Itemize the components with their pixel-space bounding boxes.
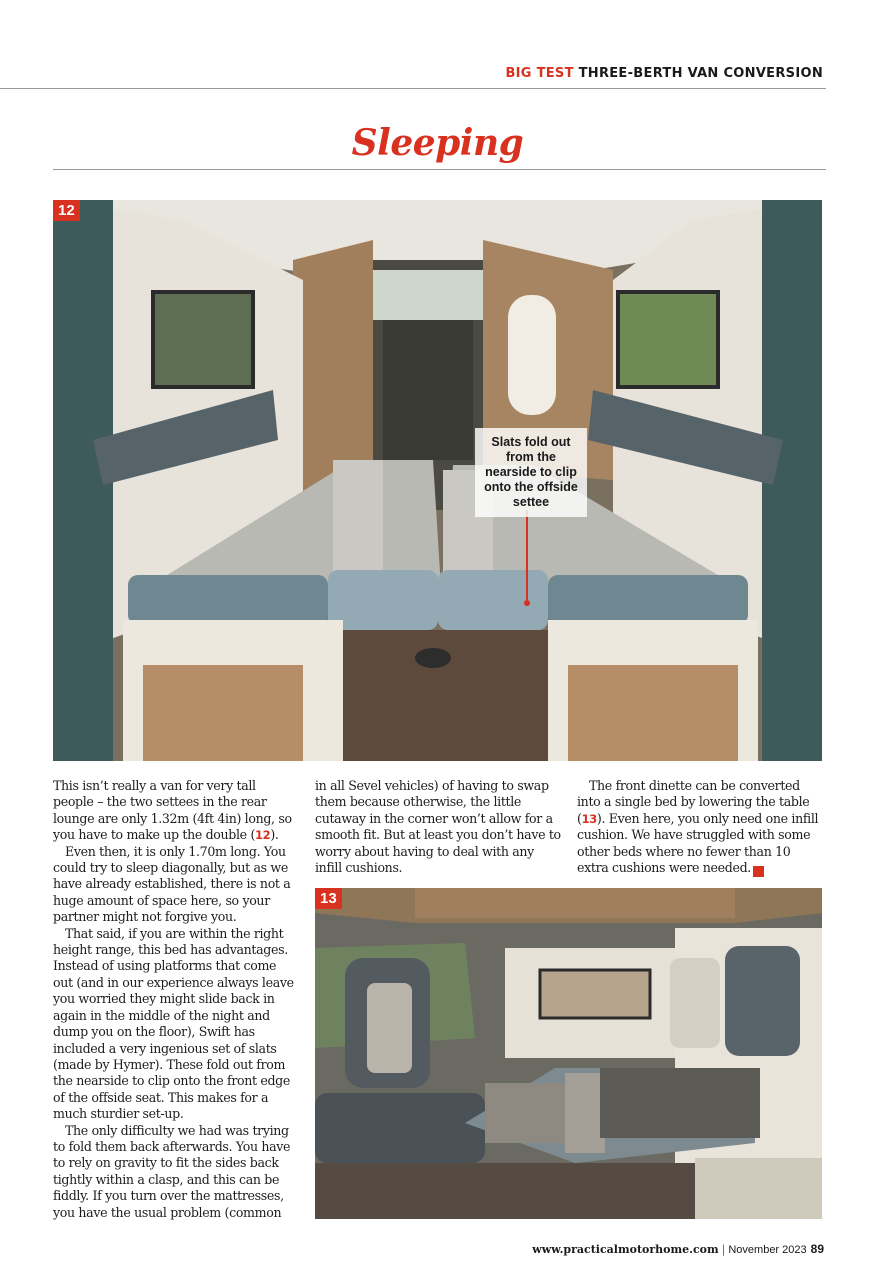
footer-url: www.practicalmotorhome.com <box>532 1243 719 1256</box>
paragraph <box>577 778 823 877</box>
title-divider <box>53 169 826 170</box>
footer-date: November 2023 <box>728 1244 807 1256</box>
paragraph-text: ). Even here, you only need one infill cushion. We have struggled with some other beds where no fewer than 10 extra cushions were needed. <box>577 810 819 876</box>
photo-rear-lounge-illustration <box>53 200 822 761</box>
photo-front-dinette-illustration <box>315 888 822 1219</box>
section-title: Sleeping <box>351 122 524 164</box>
page-number: 89 <box>810 1242 824 1256</box>
paragraph: Even then, it is only 1.70m long. You could try to sleep diagonally, but as we have already established, there is not a huge amount of space here, so your partner might not forgive you. <box>53 843 291 925</box>
photo-front-dinette-bed <box>315 888 822 1219</box>
paragraph: The only difficulty we had was trying to fold them back afterwards. You have to rely on gravity to fit the sides back tightly within a clasp, and this can be fiddly. If you turn over the mattresses, you have the usual problem (common <box>53 1122 291 1220</box>
paragraph-text: This isn’t really a van for very tall people – the two settees in the rear lounge are only 1.32m (4ft 4in) long, so you have to make up the double ( <box>53 778 292 843</box>
photo-callout: Slats fold out from the nearside to clip onto the offside settee <box>475 428 587 517</box>
figure-reference: 12 <box>255 828 271 843</box>
continue-arrow-icon: ➔ <box>753 866 764 877</box>
header-divider <box>0 88 826 89</box>
paragraph: in all Sevel vehicles) of having to swap them because otherwise, the little cutaway in the corner won’t allow for a smooth fit. But at least you don’t have to worry about having to deal with any infill cushions. <box>315 778 561 876</box>
header-tag: BIG TEST <box>505 66 574 81</box>
text-column-1 <box>53 778 299 1221</box>
header-topic: THREE-BERTH VAN CONVERSION <box>578 66 823 81</box>
figure-reference: 13 <box>581 811 597 826</box>
figure-number-13: 13 <box>315 888 342 909</box>
paragraph: That said, if you are within the right height range, this bed has advantages. Instead of using platforms that come out (and in our experience always leave you worried they might slide back in again in the middle of the night and dump you on the floor), Swift has included a very ingenious set of slats (made by Hymer). These fold out from the nearside to clip onto the front edge of the offside seat. This makes for a much sturdier set-up. <box>53 925 294 1122</box>
running-header <box>505 66 823 81</box>
text-column-2 <box>315 778 561 876</box>
footer-separator: | <box>721 1243 726 1256</box>
text-column-3 <box>577 778 823 877</box>
figure-number-12: 12 <box>53 200 80 221</box>
paragraph-text: The front dinette can be converted into a single bed by lowering the table ( <box>577 778 810 826</box>
photo-rear-lounge-bed <box>53 200 822 761</box>
page-footer <box>532 1242 824 1256</box>
paragraph-text: ). <box>270 827 279 843</box>
paragraph <box>53 778 299 844</box>
